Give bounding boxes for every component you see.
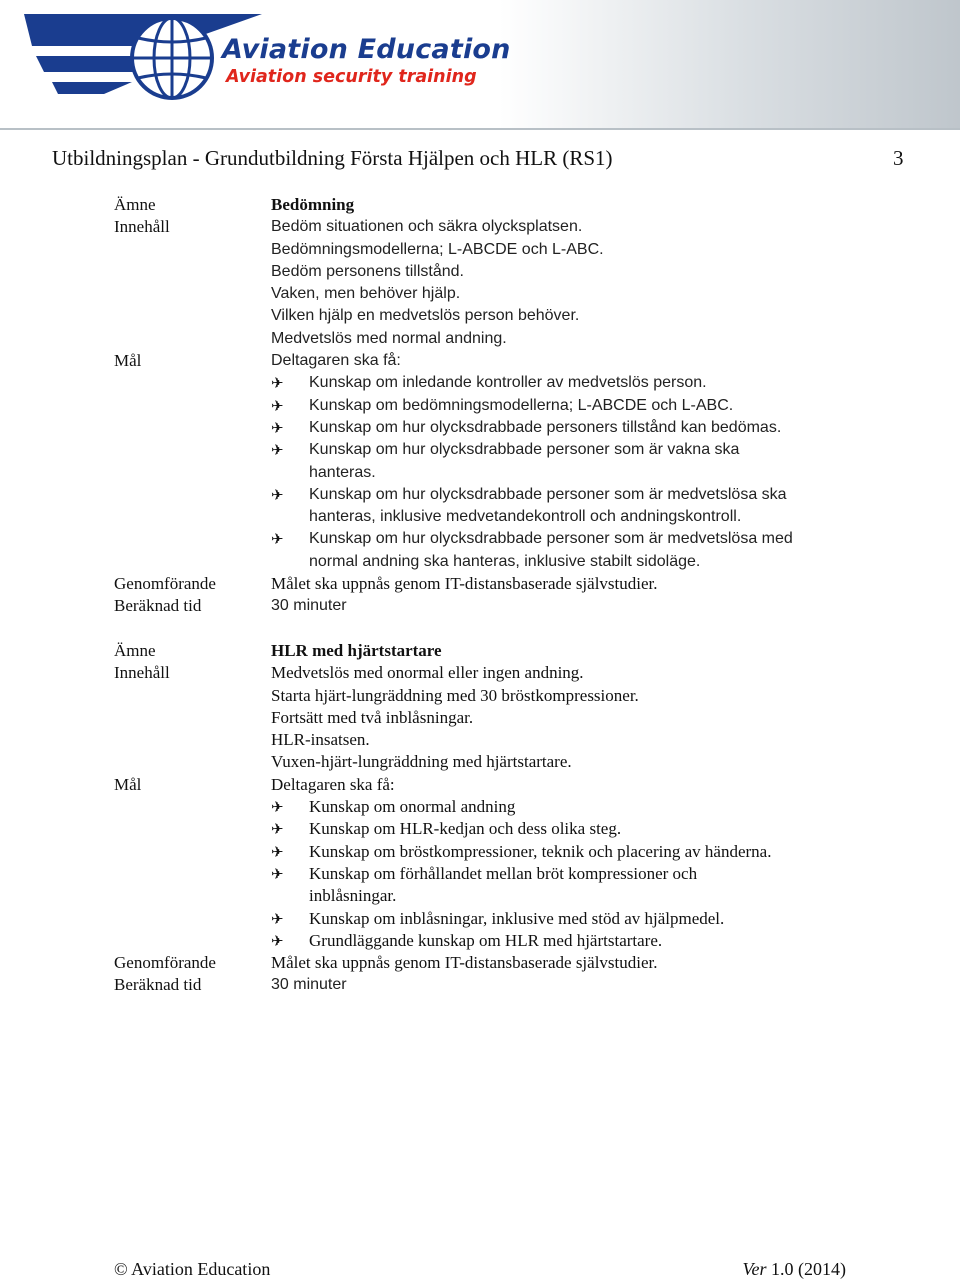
content-item: Vaken, men behöver hjälp. <box>271 285 461 303</box>
label-mal: Mål <box>114 774 142 794</box>
goal-item: ✈ Kunskap om hur olycksdrabbade personer som är medvetslösa ska hanteras, inklusive medvetandekontroll och andningskontroll. <box>271 484 934 529</box>
content-item: HLR-insatsen. <box>271 730 370 750</box>
time-value: 30 minuter <box>271 976 347 994</box>
airplane-icon: ✈ <box>271 909 284 928</box>
goal-item: ✈ Kunskap om onormal andning <box>271 796 934 818</box>
content-item: Starta hjärt-lungräddning med 30 bröstkompressioner. <box>271 685 639 705</box>
goal-item: ✈ Kunskap om hur olycksdrabbade personers tillstånd kan bedömas. <box>271 417 934 439</box>
airplane-icon: ✈ <box>271 485 284 504</box>
label-amne: Ämne <box>114 641 156 660</box>
content-item: Bedöm personens tillstånd. <box>271 262 464 280</box>
footer-version <box>743 1259 847 1280</box>
version-prefix: Ver <box>742 1259 767 1279</box>
goal-intro: Deltagaren ska få: <box>271 352 401 370</box>
goal-item: ✈ Kunskap om förhållandet mellan bröt kompressioner och inblåsningar. <box>271 863 934 908</box>
airplane-icon: ✈ <box>271 798 284 817</box>
goal-item: ✈ Kunskap om bröstkompressioner, teknik och placering av händerna. <box>271 841 934 863</box>
label-beraknad-tid: Beräknad tid <box>114 975 202 995</box>
airplane-icon: ✈ <box>271 396 284 415</box>
airplane-icon: ✈ <box>271 820 284 839</box>
brand-name: Aviation Education <box>222 34 511 65</box>
time-value: 30 minuter <box>271 597 347 615</box>
content-list <box>271 662 934 773</box>
content-item: Medvetslös med onormal eller ingen andning. <box>271 663 584 683</box>
goal-intro: Deltagaren ska få: <box>271 774 395 794</box>
content-item: Vilken hjälp en medvetslös person behöver. <box>271 307 580 325</box>
label-mal: Mål <box>114 351 142 371</box>
content-item: Vuxen-hjärt-lungräddning med hjärtstartare. <box>271 752 572 772</box>
section-hlr <box>114 640 934 997</box>
label-beraknad-tid: Beräknad tid <box>114 596 202 616</box>
goal-item: ✈ Grundläggande kunskap om HLR med hjärtstartare. <box>271 930 934 952</box>
content-list <box>271 216 934 350</box>
airplane-icon: ✈ <box>271 374 284 393</box>
goals-list <box>271 350 934 573</box>
brand-tagline: Aviation security training <box>226 67 477 87</box>
label-amne: Ämne <box>114 195 156 214</box>
airplane-icon: ✈ <box>271 842 284 861</box>
content-item: Fortsätt med två inblåsningar. <box>271 707 474 727</box>
goal-item: ✈ Kunskap om HLR-kedjan och dess olika steg. <box>271 818 934 840</box>
goal-item: ✈ Kunskap om hur olycksdrabbade personer som är vakna ska hanteras. <box>271 439 934 484</box>
label-innehall: Innehåll <box>114 663 170 683</box>
label-innehall: Innehåll <box>114 217 170 237</box>
goal-item: ✈ Kunskap om bedömningsmodellerna; L-ABCDE och L-ABC. <box>271 395 934 417</box>
topic-title: HLR med hjärtstartare <box>271 641 442 660</box>
goal-item: ✈ Kunskap om inblåsningar, inklusive med stöd av hjälpmedel. <box>271 908 934 930</box>
goal-item: ✈ Kunskap om inledande kontroller av medvetslös person. <box>271 372 934 394</box>
content-item: Bedöm situationen och säkra olycksplatsen. <box>271 218 583 236</box>
method-text: Målet ska uppnås genom IT-distansbaserade självstudier. <box>271 953 658 973</box>
label-genomforande: Genomförande <box>114 574 216 594</box>
goal-item: ✈ Kunskap om hur olycksdrabbade personer som är medvetslösa med normal andning ska hanteras, inklusive stabilt sidoläge. <box>271 528 934 573</box>
header-band <box>0 0 960 130</box>
airplane-icon: ✈ <box>271 441 284 460</box>
airplane-icon: ✈ <box>271 931 284 950</box>
airplane-icon: ✈ <box>271 864 284 883</box>
content-item: Bedömningsmodellerna; L-ABCDE och L-ABC. <box>271 240 604 258</box>
topic-title: Bedömning <box>271 195 355 214</box>
page-number: 3 <box>893 146 904 170</box>
content-item: Medvetslös med normal andning. <box>271 329 507 347</box>
goals-list <box>271 774 934 952</box>
footer-copyright: © Aviation Education <box>114 1259 271 1279</box>
airplane-icon: ✈ <box>271 530 284 549</box>
airplane-icon: ✈ <box>271 418 284 437</box>
label-genomforande: Genomförande <box>114 953 216 973</box>
document-title: Utbildningsplan - Grundutbildning Första Hjälpen och HLR (RS1) <box>52 146 613 170</box>
method-text: Målet ska uppnås genom IT-distansbaserade självstudier. <box>271 574 658 594</box>
section-bedomning <box>114 194 934 618</box>
version-number: 1.0 (2014) <box>766 1259 846 1279</box>
